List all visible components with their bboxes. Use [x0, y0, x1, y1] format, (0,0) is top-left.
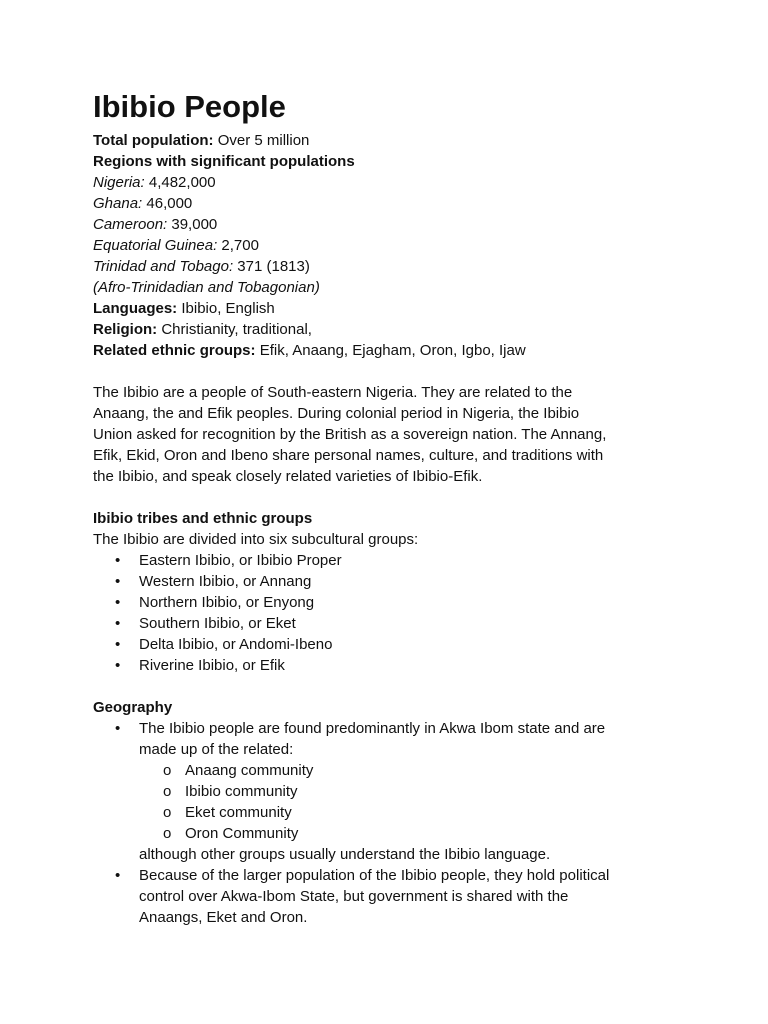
religion-value: Christianity, traditional,	[161, 321, 312, 338]
infobox	[93, 130, 683, 361]
bullet-line: Anaangs, Eket and Oron.	[139, 909, 308, 926]
region-name: Cameroon:	[93, 216, 168, 233]
geography-list-2	[93, 865, 683, 928]
bullet-line: • The Ibibio people are found predominantly in Akwa Ibom state and are	[139, 720, 606, 737]
after-list-text: although other groups usually understand the Ibibio language.	[139, 846, 551, 863]
bullet-line: control over Akwa-Ibom State, but government is shared with the	[139, 888, 569, 905]
related-groups-label: Related ethnic groups:	[93, 342, 256, 359]
tribes-list	[93, 550, 683, 676]
region-name: Trinidad and Tobago:	[93, 258, 234, 275]
community-item: o Oron Community	[139, 823, 683, 844]
languages-label: Languages:	[93, 300, 178, 317]
geography-section	[93, 697, 683, 928]
page-title: Ibibio People	[93, 89, 286, 124]
region-name: Nigeria:	[93, 174, 145, 191]
list-item: • Riverine Ibibio, or Efik	[93, 655, 683, 676]
paragraph-line: The Ibibio are a people of South-eastern Nigeria. They are related to the	[93, 384, 573, 401]
bullet-line: made up of the related:	[139, 741, 294, 758]
region-row	[93, 235, 683, 256]
religion-label: Religion:	[93, 321, 158, 338]
region-row	[93, 256, 683, 277]
tribes-heading: Ibibio tribes and ethnic groups	[93, 510, 313, 527]
languages-value: Ibibio, English	[181, 300, 275, 317]
list-item	[93, 865, 683, 928]
region-value: 371 (1813)	[237, 258, 310, 275]
geography-heading: Geography	[93, 699, 173, 716]
community-item: o Eket community	[139, 802, 683, 823]
tribes-intro: The Ibibio are divided into six subcultural groups:	[93, 531, 419, 548]
region-value: 46,000	[146, 195, 193, 212]
paragraph-line: Efik, Ekid, Oron and Ibeno share personal names, culture, and traditions with	[93, 447, 604, 464]
intro-paragraph	[93, 382, 683, 487]
paragraph-line: Union asked for recognition by the British as a sovereign nation. The Annang,	[93, 426, 607, 443]
total-population-label: Total population:	[93, 132, 214, 149]
related-groups-value: Efik, Anaang, Ejagham, Oron, Igbo, Ijaw	[259, 342, 526, 359]
religion-row	[93, 319, 683, 340]
list-item: • Northern Ibibio, or Enyong	[93, 592, 683, 613]
bullet-line: • Because of the larger population of the Ibibio people, they hold political	[139, 867, 610, 884]
region-row	[93, 172, 683, 193]
region-row	[93, 214, 683, 235]
list-item: • Delta Ibibio, or Andomi-Ibeno	[93, 634, 683, 655]
list-item	[93, 718, 683, 760]
trinidad-note: (Afro-Trinidadian and Tobagonian)	[93, 279, 320, 296]
region-row	[93, 193, 683, 214]
list-item: • Southern Ibibio, or Eket	[93, 613, 683, 634]
region-value: 2,700	[221, 237, 259, 254]
related-groups-row	[93, 340, 683, 361]
list-item: • Eastern Ibibio, or Ibibio Proper	[93, 550, 683, 571]
community-item: o Ibibio community	[139, 781, 683, 802]
paragraph-line: the Ibibio, and speak closely related varieties of Ibibio-Efik.	[93, 468, 483, 485]
languages-row	[93, 298, 683, 319]
region-value: 39,000	[171, 216, 218, 233]
region-name: Equatorial Guinea:	[93, 237, 218, 254]
geography-list	[93, 718, 683, 760]
communities-list	[93, 760, 683, 844]
region-name: Ghana:	[93, 195, 143, 212]
total-population	[93, 130, 683, 151]
total-population-value: Over 5 million	[217, 132, 310, 149]
document-body	[93, 88, 683, 928]
list-item: • Western Ibibio, or Annang	[93, 571, 683, 592]
tribes-section	[93, 508, 683, 676]
regions-heading: Regions with significant populations	[93, 153, 355, 170]
community-item: o Anaang community	[139, 760, 683, 781]
region-value: 4,482,000	[148, 174, 216, 191]
paragraph-line: Anaang, the and Efik peoples. During colonial period in Nigeria, the Ibibio	[93, 405, 580, 422]
